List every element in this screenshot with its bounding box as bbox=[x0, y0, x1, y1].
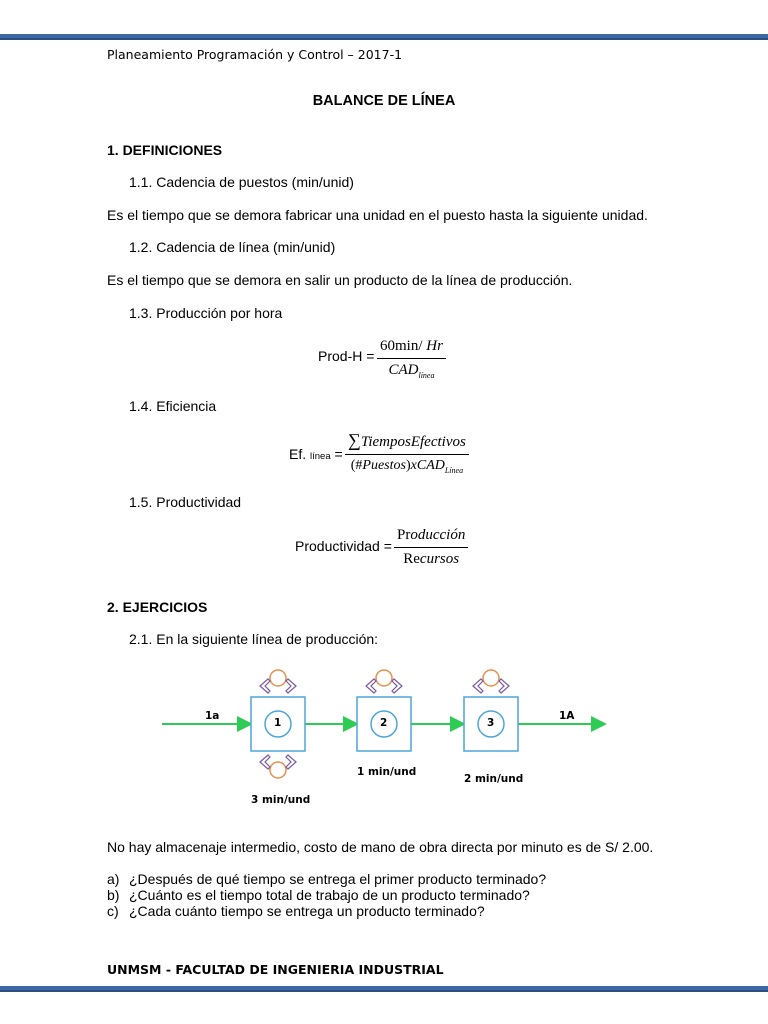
formula-prodh-bar bbox=[377, 358, 446, 359]
pr-num-a: Pr bbox=[397, 527, 411, 543]
station-1-time: 3 min/und bbox=[251, 794, 311, 806]
formula-prodh-numerator bbox=[377, 338, 446, 355]
subsection-1-4-title: 1.4. Eficiencia bbox=[129, 398, 217, 414]
production-line-diagram bbox=[150, 660, 620, 815]
section-2-title: 2. EJERCICIOS bbox=[107, 599, 208, 615]
subsection-1-2-title: 1.2. Cadencia de línea (min/unid) bbox=[129, 239, 336, 255]
station-1-number: 1 bbox=[274, 717, 282, 729]
station-3-number: 3 bbox=[487, 717, 495, 729]
formula-prodh-denominator bbox=[385, 362, 437, 379]
ef-den-d: xCAD bbox=[410, 458, 445, 473]
formula-prodh-lhs: Prod-H = bbox=[318, 348, 375, 364]
question-c bbox=[107, 903, 485, 919]
prodh-num-min: min/ bbox=[395, 338, 423, 354]
document-title: BALANCE DE LÍNEA bbox=[312, 93, 456, 109]
formula-ef-bar bbox=[345, 454, 469, 455]
formula-ef-lhs bbox=[289, 446, 343, 462]
question-c-label: c) bbox=[107, 903, 119, 919]
formula-prod-numerator bbox=[394, 527, 468, 544]
pr-num-b: oducción bbox=[410, 527, 466, 543]
bottom-border-shadow bbox=[0, 990, 768, 992]
ef-den-a: (# bbox=[350, 458, 363, 473]
question-a-label: a) bbox=[107, 871, 120, 887]
input-label: 1a bbox=[205, 710, 220, 722]
prodh-num-60: 60 bbox=[380, 338, 395, 354]
worker-icon-1-top bbox=[260, 670, 296, 693]
station-2-number: 2 bbox=[380, 717, 388, 729]
station-3-time: 2 min/und bbox=[464, 773, 524, 785]
worker-icon-2-top bbox=[366, 670, 402, 693]
subsection-1-3-title: 1.3. Producción por hora bbox=[129, 305, 283, 321]
formula-prod-lhs: Productividad = bbox=[295, 538, 392, 554]
prodh-den-sub: línea bbox=[418, 371, 435, 380]
ef-sum-symbol: ∑ bbox=[348, 430, 361, 450]
worker-icon-3-top bbox=[473, 670, 509, 693]
pr-den-a: Re bbox=[403, 551, 420, 567]
footer-institution: UNMSM - FACULTAD DE INGENIERIA INDUSTRIAL bbox=[107, 962, 444, 977]
formula-ef-fraction bbox=[345, 430, 469, 474]
ef-den-b: Puestos bbox=[362, 458, 406, 473]
question-b bbox=[107, 887, 530, 903]
ef-den-c: ) bbox=[405, 458, 411, 473]
exercise-statement: No hay almacenaje intermedio, costo de mano de obra directa por minuto es de S/ 2.00. bbox=[107, 839, 654, 855]
section-1-title: 1. DEFINICIONES bbox=[107, 142, 223, 158]
question-a bbox=[107, 871, 546, 887]
ef-lhs-text: Ef. bbox=[289, 446, 307, 462]
prodh-den-cad: CAD bbox=[388, 362, 419, 378]
question-a-text: ¿Después de qué tiempo se entrega el primer producto terminado? bbox=[129, 871, 547, 887]
top-border-shadow bbox=[0, 38, 768, 40]
station-2-time: 1 min/und bbox=[357, 766, 417, 778]
subsection-1-1-text: Es el tiempo que se demora fabricar una unidad en el puesto hasta la siguiente unidad. bbox=[107, 207, 648, 223]
subsection-2-1-title: 2.1. En la siguiente línea de producción: bbox=[129, 631, 379, 647]
pr-den-b: cursos bbox=[419, 551, 460, 567]
formula-prod-bar bbox=[394, 547, 468, 548]
ef-lhs-sub: línea bbox=[310, 451, 331, 462]
ef-den-sub: Línea bbox=[444, 466, 464, 475]
formula-ef-denominator bbox=[348, 458, 466, 474]
subsection-1-2-text: Es el tiempo que se demora en salir un producto de la línea de producción. bbox=[107, 272, 573, 288]
output-label: 1A bbox=[559, 710, 575, 722]
formula-prod-fraction bbox=[394, 527, 468, 568]
formula-ef-numerator bbox=[345, 430, 469, 451]
subsection-1-1-title: 1.1. Cadencia de puestos (min/unid) bbox=[129, 174, 354, 190]
prodh-num-hr: Hr bbox=[426, 338, 443, 354]
formula-prod-denominator bbox=[400, 551, 462, 568]
question-b-label: b) bbox=[107, 887, 120, 903]
worker-icon-1-bottom bbox=[260, 755, 296, 778]
ef-lhs-eq: = bbox=[334, 446, 343, 462]
question-c-text: ¿Cada cuánto tiempo se entrega un producto terminado? bbox=[129, 903, 485, 919]
header-course: Planeamiento Programación y Control – 2017-1 bbox=[107, 47, 403, 62]
ef-num-text: TiemposEfectivos bbox=[360, 434, 466, 450]
subsection-1-5-title: 1.5. Productividad bbox=[129, 494, 242, 510]
formula-prodh-fraction bbox=[377, 338, 446, 379]
question-b-text: ¿Cuánto es el tiempo total de trabajo de un producto terminado? bbox=[129, 887, 530, 903]
